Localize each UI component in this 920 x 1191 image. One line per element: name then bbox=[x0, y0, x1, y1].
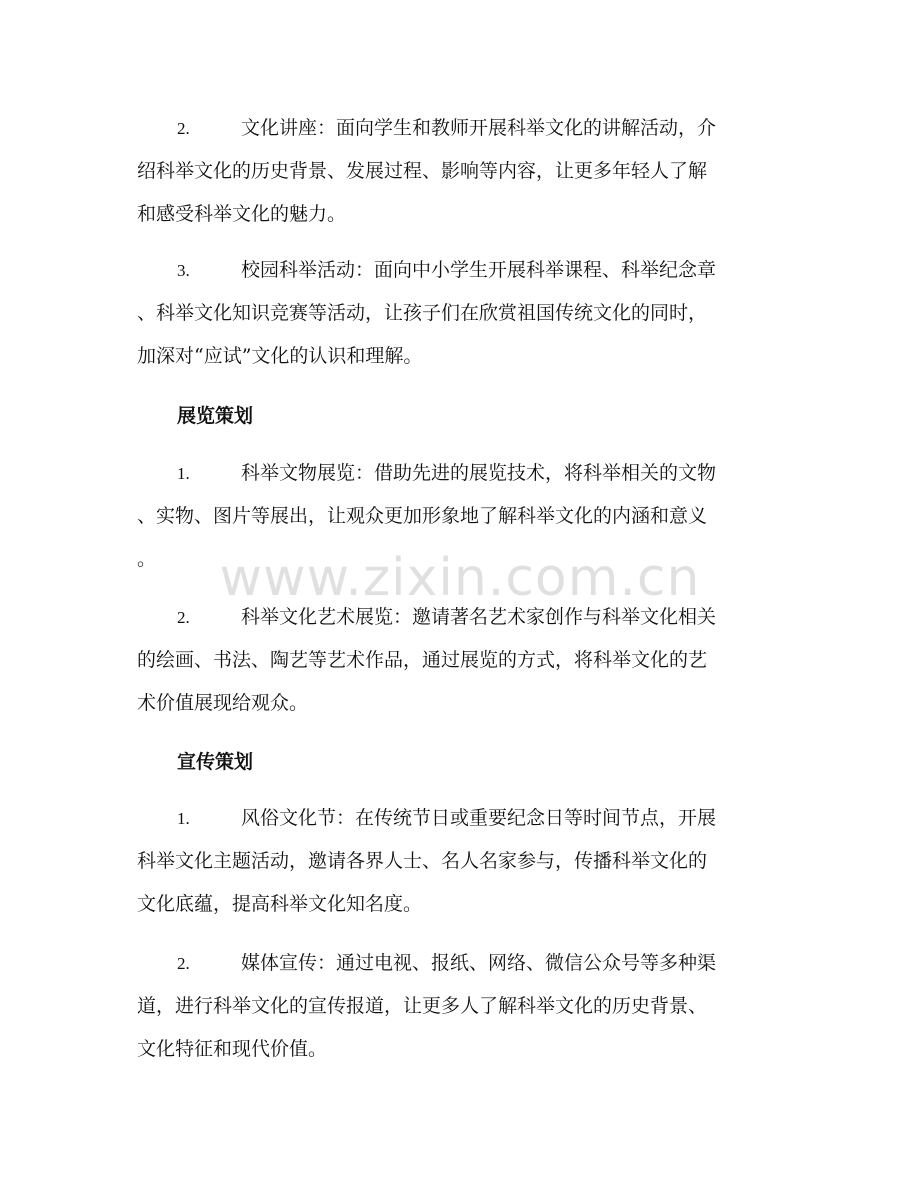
list-item-text: 、实物、图片等展出，让观众更加形象地了解科举文化的内涵和意义 bbox=[137, 505, 708, 527]
list-item-text: 。 bbox=[137, 548, 157, 570]
list-item-text: 的绘画、书法、陶艺等艺术作品，通过展览的方式，将科举文化的艺 bbox=[137, 649, 708, 671]
list-item-text: 和感受科举文化的魅力。 bbox=[137, 203, 347, 225]
list-item-text: 术价值展现给观众。 bbox=[137, 692, 309, 714]
list-item-text: 校园科举活动：面向中小学生开展科举课程、科举纪念章 bbox=[241, 259, 717, 281]
list-item-text: 科举文化主题活动，邀请各界人士、名人名家参与，传播科举文化的 bbox=[137, 850, 708, 872]
list-item-text: 文化底蕴，提高科举文化知名度。 bbox=[137, 893, 423, 915]
list-item-text: 加深对“应试”文化的认识和理解。 bbox=[137, 345, 423, 367]
list-item-text: 媒体宣传：通过电视、报纸、网络、微信公众号等多种渠 bbox=[241, 952, 717, 974]
list-item-folk-festival bbox=[137, 797, 777, 926]
list-item-number: 2. bbox=[177, 608, 190, 627]
list-item-text: 科举文物展览：借助先进的展览技术，将科举相关的文物 bbox=[241, 462, 717, 484]
list-item-number: 3. bbox=[177, 261, 190, 280]
list-item-media-publicity bbox=[137, 942, 777, 1071]
list-item-lecture bbox=[137, 107, 777, 236]
list-item-number: 2. bbox=[177, 119, 190, 138]
section-heading-publicity: 宣传策划 bbox=[177, 751, 254, 773]
list-item-text: 科举文化艺术展览：邀请著名艺术家创作与科举文化相关 bbox=[241, 606, 717, 628]
list-item-first-line bbox=[137, 596, 777, 639]
list-item-artifact-exhibition bbox=[137, 452, 777, 581]
watermark: www.zixin.com.cn bbox=[219, 548, 701, 608]
list-item-text: 道，进行科举文化的宣传报道，让更多人了解科举文化的历史背景、 bbox=[137, 995, 708, 1017]
list-item-number: 1. bbox=[177, 809, 190, 828]
list-item-text: 文化特征和现代价值。 bbox=[137, 1038, 328, 1060]
list-item-text: 风俗文化节：在传统节日或重要纪念日等时间节点，开展 bbox=[241, 807, 717, 829]
list-item-first-line bbox=[137, 249, 777, 292]
list-item-first-line bbox=[137, 797, 777, 840]
list-item-number: 1. bbox=[177, 464, 190, 483]
list-item-art-exhibition bbox=[137, 596, 777, 725]
list-item-campus-activity bbox=[137, 249, 777, 378]
list-item-first-line bbox=[137, 942, 777, 985]
list-item-text: 绍科举文化的历史背景、发展过程、影响等内容，让更多年轻人了解 bbox=[137, 160, 708, 182]
list-item-first-line bbox=[137, 107, 777, 150]
list-item-first-line bbox=[137, 452, 777, 495]
section-heading-exhibition: 展览策划 bbox=[177, 405, 254, 427]
list-item-text: 、科举文化知识竞赛等活动，让孩子们在欣赏祖国传统文化的同时， bbox=[137, 302, 708, 324]
list-item-number: 2. bbox=[177, 954, 190, 973]
list-item-text: 文化讲座：面向学生和教师开展科举文化的讲解活动，介 bbox=[241, 117, 717, 139]
